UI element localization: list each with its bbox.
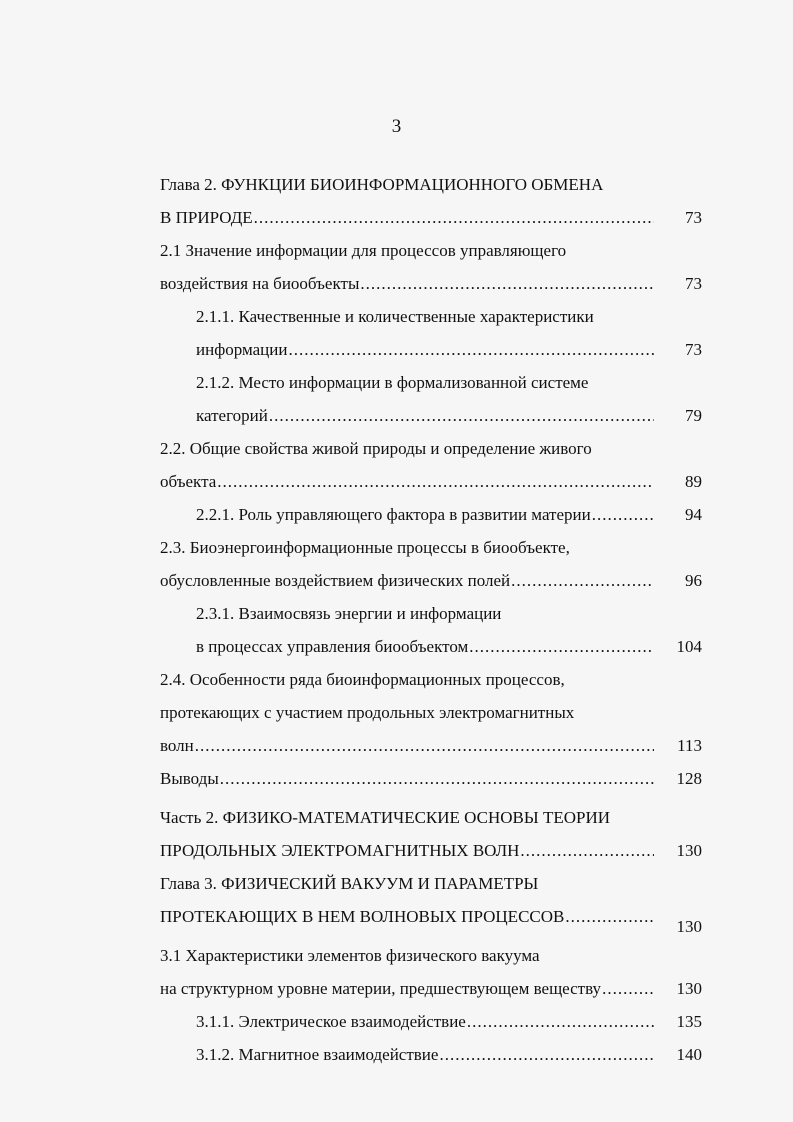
toc-page-number: 73 xyxy=(685,274,702,293)
toc-entry-chapter-2[interactable] xyxy=(160,168,702,234)
toc-entry-line: протекающих с участием продольных электромагнитных xyxy=(160,703,575,722)
toc-entry-leader xyxy=(160,267,702,300)
toc-page-number: 113 xyxy=(677,736,702,755)
dot-leader xyxy=(511,564,654,597)
toc-entry-title: волн xyxy=(160,736,194,755)
toc-entry-conclusions[interactable] xyxy=(160,762,702,795)
toc-page-number: 135 xyxy=(676,1012,702,1031)
toc-page-number: 73 xyxy=(685,208,702,227)
toc-entry-title: в процессах управления биообъектом xyxy=(196,637,469,656)
toc-entry-leader xyxy=(160,729,702,762)
toc-entry-part-2[interactable] xyxy=(160,801,702,867)
toc-entry-2-1-1[interactable] xyxy=(160,300,702,366)
dot-leader xyxy=(467,1005,654,1038)
toc-entry-line: 3.1 Характеристики элементов физического вакуума xyxy=(160,946,540,965)
toc-entry-2-2-1[interactable] xyxy=(160,498,702,531)
toc-entry-title: 3.1.2. Магнитное взаимодействие xyxy=(196,1045,439,1064)
dot-leader xyxy=(254,201,654,234)
toc-entry-title: Выводы xyxy=(160,769,219,788)
toc-entry-line: 2.3.1. Взаимосвязь энергии и информации xyxy=(196,604,502,623)
toc-entry-leader xyxy=(196,1038,702,1071)
toc-entry-leader xyxy=(160,564,702,597)
toc-page-number: 96 xyxy=(685,571,702,590)
toc-entry-line: Часть 2. ФИЗИКО-МАТЕМАТИЧЕСКИЕ ОСНОВЫ ТЕОРИИ xyxy=(160,808,611,827)
toc-entry-leader xyxy=(196,333,702,366)
page-number: 3 xyxy=(391,116,402,137)
dot-leader xyxy=(360,267,654,300)
toc-entry-2-1-2[interactable] xyxy=(160,366,702,432)
toc-entry-2-2[interactable] xyxy=(160,432,702,498)
toc-entry-title: ПРОТЕКАЮЩИХ В НЕМ ВОЛНОВЫХ ПРОЦЕССОВ xyxy=(160,907,565,926)
dot-leader xyxy=(565,900,654,933)
toc-entry-title: категорий xyxy=(196,406,268,425)
toc-entry-leader xyxy=(160,465,702,498)
toc-entry-title: 3.1.1. Электрическое взаимодействие xyxy=(196,1012,466,1031)
toc-entry-leader xyxy=(160,900,702,936)
toc-entry-2-3-1[interactable] xyxy=(160,597,702,663)
toc-entry-leader xyxy=(196,498,702,531)
toc-entry-leader xyxy=(160,762,702,795)
toc-entry-line: 2.2. Общие свойства живой природы и определение живого xyxy=(160,439,592,458)
dot-leader xyxy=(439,1038,654,1071)
toc-entry-title: на структурном уровне материи, предшествующем веществу xyxy=(160,979,602,998)
dot-leader xyxy=(288,333,654,366)
toc-entry-title: 2.2.1. Роль управляющего фактора в развитии материи xyxy=(196,505,591,524)
toc-entry-3-1-2[interactable] xyxy=(160,1038,702,1071)
dot-leader xyxy=(520,834,654,867)
toc-entry-leader xyxy=(160,201,702,234)
toc-entry-leader xyxy=(196,399,702,432)
toc-entry-line: 2.4. Особенности ряда биоинформационных процессов, xyxy=(160,670,565,689)
toc-page-number: 89 xyxy=(685,472,702,491)
toc-entry-line: 2.1.1. Качественные и количественные характеристики xyxy=(196,307,594,326)
toc-page-number: 128 xyxy=(676,769,702,788)
dot-leader xyxy=(217,465,654,498)
toc-entry-3-1[interactable] xyxy=(160,939,702,1005)
toc-page-number: 130 xyxy=(676,917,702,936)
toc-entry-line: 2.1.2. Место информации в формализованной системе xyxy=(196,373,589,392)
toc-entry-title: обусловленные воздействием физических полей xyxy=(160,571,511,590)
toc-entry-leader xyxy=(196,1005,702,1038)
dot-leader xyxy=(592,498,654,531)
toc-entry-title: воздействия на биообъекты xyxy=(160,274,360,293)
toc-entry-line: Глава 3. ФИЗИЧЕСКИЙ ВАКУУМ И ПАРАМЕТРЫ xyxy=(160,874,539,893)
toc-entry-3-1-1[interactable] xyxy=(160,1005,702,1038)
toc-entry-title: объекта xyxy=(160,472,217,491)
toc-page-number: 73 xyxy=(685,340,702,359)
toc-entry-title: ПРОДОЛЬНЫХ ЭЛЕКТРОМАГНИТНЫХ ВОЛН xyxy=(160,841,520,860)
toc-entry-line: 2.3. Биоэнергоинформационные процессы в биообъекте, xyxy=(160,538,570,557)
table-of-contents xyxy=(160,168,702,1071)
toc-page-number: 94 xyxy=(685,505,702,524)
toc-entry-leader xyxy=(160,972,702,1005)
dot-leader xyxy=(602,972,654,1005)
toc-entry-2-1[interactable] xyxy=(160,234,702,300)
toc-entry-title: В ПРИРОДЕ xyxy=(160,208,253,227)
toc-entry-line: Глава 2. ФУНКЦИИ БИОИНФОРМАЦИОННОГО ОБМЕНА xyxy=(160,175,604,194)
toc-entry-line: 2.1 Значение информации для процессов управляющего xyxy=(160,241,567,260)
toc-entry-title: информации xyxy=(196,340,288,359)
dot-leader xyxy=(195,729,654,762)
toc-page-number: 104 xyxy=(676,637,702,656)
toc-entry-2-4[interactable] xyxy=(160,663,702,762)
toc-entry-leader xyxy=(160,834,702,867)
toc-entry-leader xyxy=(196,630,702,663)
toc-page-number: 79 xyxy=(685,406,702,425)
toc-entry-2-3[interactable] xyxy=(160,531,702,597)
dot-leader xyxy=(269,399,654,432)
toc-page-number: 130 xyxy=(676,841,702,860)
dot-leader xyxy=(220,762,654,795)
toc-page-number: 130 xyxy=(676,979,702,998)
toc-entry-chapter-3[interactable] xyxy=(160,867,702,936)
dot-leader xyxy=(469,630,654,663)
toc-page-number: 140 xyxy=(676,1045,702,1064)
